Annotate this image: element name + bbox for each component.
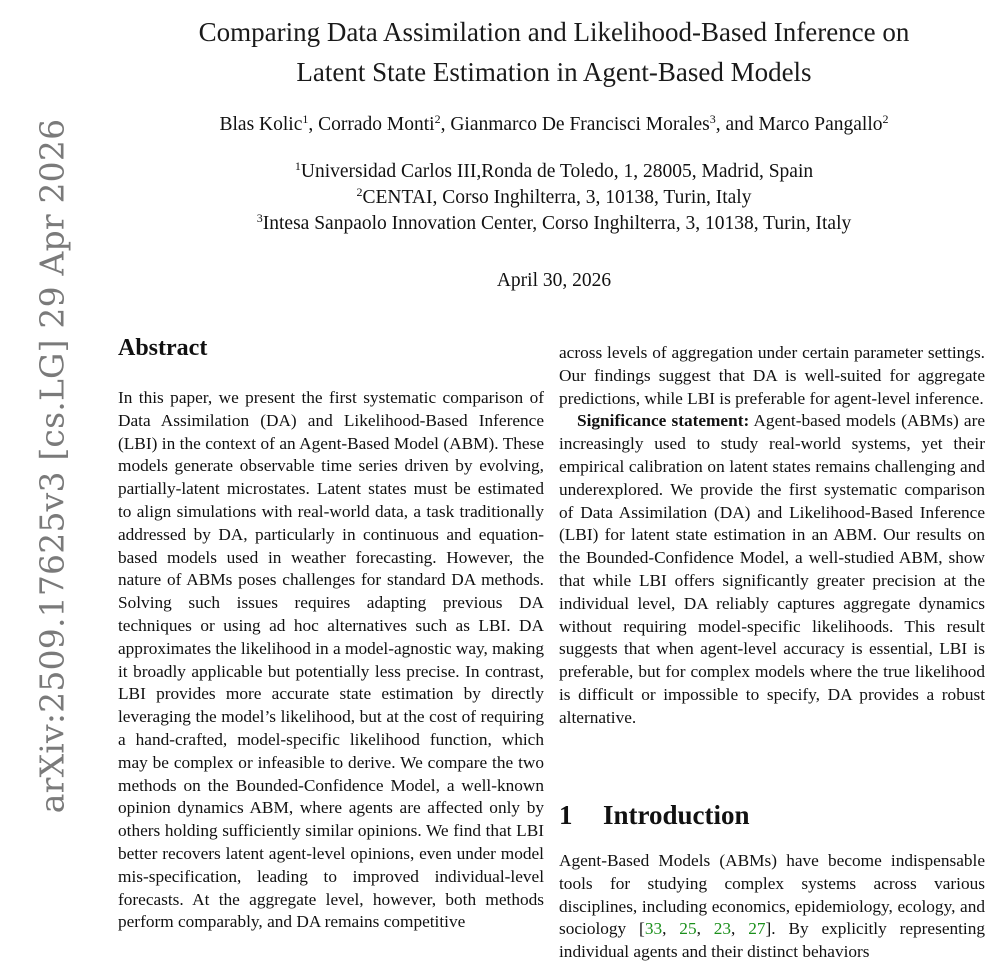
affiliation: $^3$Intesa Sanpaolo Innovation Center, Corso Inghilterra, 3, 10138, Turin, Italy (256, 211, 852, 234)
title-line-1: Comparing Data Assimilation and Likelihood-Based Inference on (198, 17, 910, 47)
citation-link[interactable]: 23 (713, 919, 732, 939)
arxiv-stamp: arXiv:2509.17625v3 [cs.LG] 29 Apr 2026 (32, 118, 72, 814)
citation-link[interactable]: 25 (679, 919, 697, 939)
significance-label: Significance statement: (577, 411, 750, 431)
citation-link[interactable]: 27 (748, 919, 766, 939)
section-number: 1 (559, 800, 573, 830)
intro-paragraph: Agent-Based Models (ABMs) have become indispensable tools for studying complex systems across various disciplines, including economics, epidemiology, ecology, and sociology [33, 25, 23, 27]. By explicitly representing individual agents and their distinct behaviors (559, 851, 986, 962)
section-title: Introduction (603, 800, 750, 830)
author: Marco Pangallo$^2$ (758, 112, 889, 135)
author: Gianmarco De Francisci Morales$^3$, and (450, 112, 759, 135)
affiliation: $^1$Universidad Carlos III,Ronda de Toledo, 1, 28005, Madrid, Spain (294, 159, 814, 182)
abstract-continued (559, 342, 985, 730)
author: Corrado Monti$^2$, (318, 112, 451, 135)
title-line-2: Latent State Estimation in Agent-Based Models (296, 57, 812, 87)
intro-body (559, 850, 986, 962)
citation-link[interactable]: 33 (644, 919, 663, 939)
abstract-text: In this paper, we present the first systematic comparison of Data Assimilation (DA) and Likelihood-Based Inference (LBI) in the context of an Agent-Based Model (ABM). These models generate observable time series driven by evolving, partially-latent microstates. Latent states must be estimated to align simulations with real-world data, a task traditionally addressed by DA, particularly in continuous and equation-based models used in weather forecasting. However, the nature of ABMs poses challenges for standard DA methods. Solving such issues requires adapting previous DA techniques or using ad hoc alternatives such as LBI. DA approximates the likelihood in a model-agnostic way, making it broadly applicable but potentially less precise. In contrast, LBI provides more accurate state estimation by directly leveraging the model’s likelihood, but at the cost of requiring a hand-crafted, model-specific likelihood function, which may be complex or infeasible to derive. We compare the two methods on the Bounded-Confidence Model, a well-known opinion dynamics ABM, where agents are affected only by others holding sufficiently similar opinions. We find that LBI better recovers latent agent-level opinions, even under model mis-specification, leading to improved individual-level forecasts. At the aggregate level, however, both methods perform comparably, and DA remains competitive (118, 388, 545, 932)
paper-title (118, 12, 990, 92)
paper-date: April 30, 2026 (496, 270, 612, 291)
intro-heading (559, 800, 750, 831)
affiliation: $^2$CENTAI, Corso Inghilterra, 3, 10138, Turin, Italy (356, 185, 752, 208)
author-list (118, 114, 990, 136)
abstract-body (118, 387, 544, 948)
significance-statement: Significance statement: Agent-based models (ABMs) are increasingly used to study real-world systems, yet their empirical calibration on latent states remains challenging and underexplored. We provide the first systematic comparison of Data Assimilation (DA) and Likelihood-Based Inference (LBI) for latent state estimation in an ABM. Our results on the Bounded-Confidence Model, a well-studied ABM, show that while LBI offers significantly greater precision at the individual level, DA reliably captures aggregate dynamics without requiring model-specific likelihoods. This result suggests that when agent-level accuracy is essential, LBI is preferable, but for complex models where the true likelihood is difficult or impossible to specify, DA provides a robust alternative. (559, 411, 985, 727)
author: Blas Kolic$^1$, (219, 112, 319, 135)
abstract-continuation: across levels of aggregation under certain parameter settings. Our findings suggest that DA is well-suited for aggregate predictions, while LBI is preferable for agent-level inference. (559, 343, 985, 408)
abstract-heading: Abstract (118, 335, 208, 361)
affiliation-list (118, 159, 990, 237)
